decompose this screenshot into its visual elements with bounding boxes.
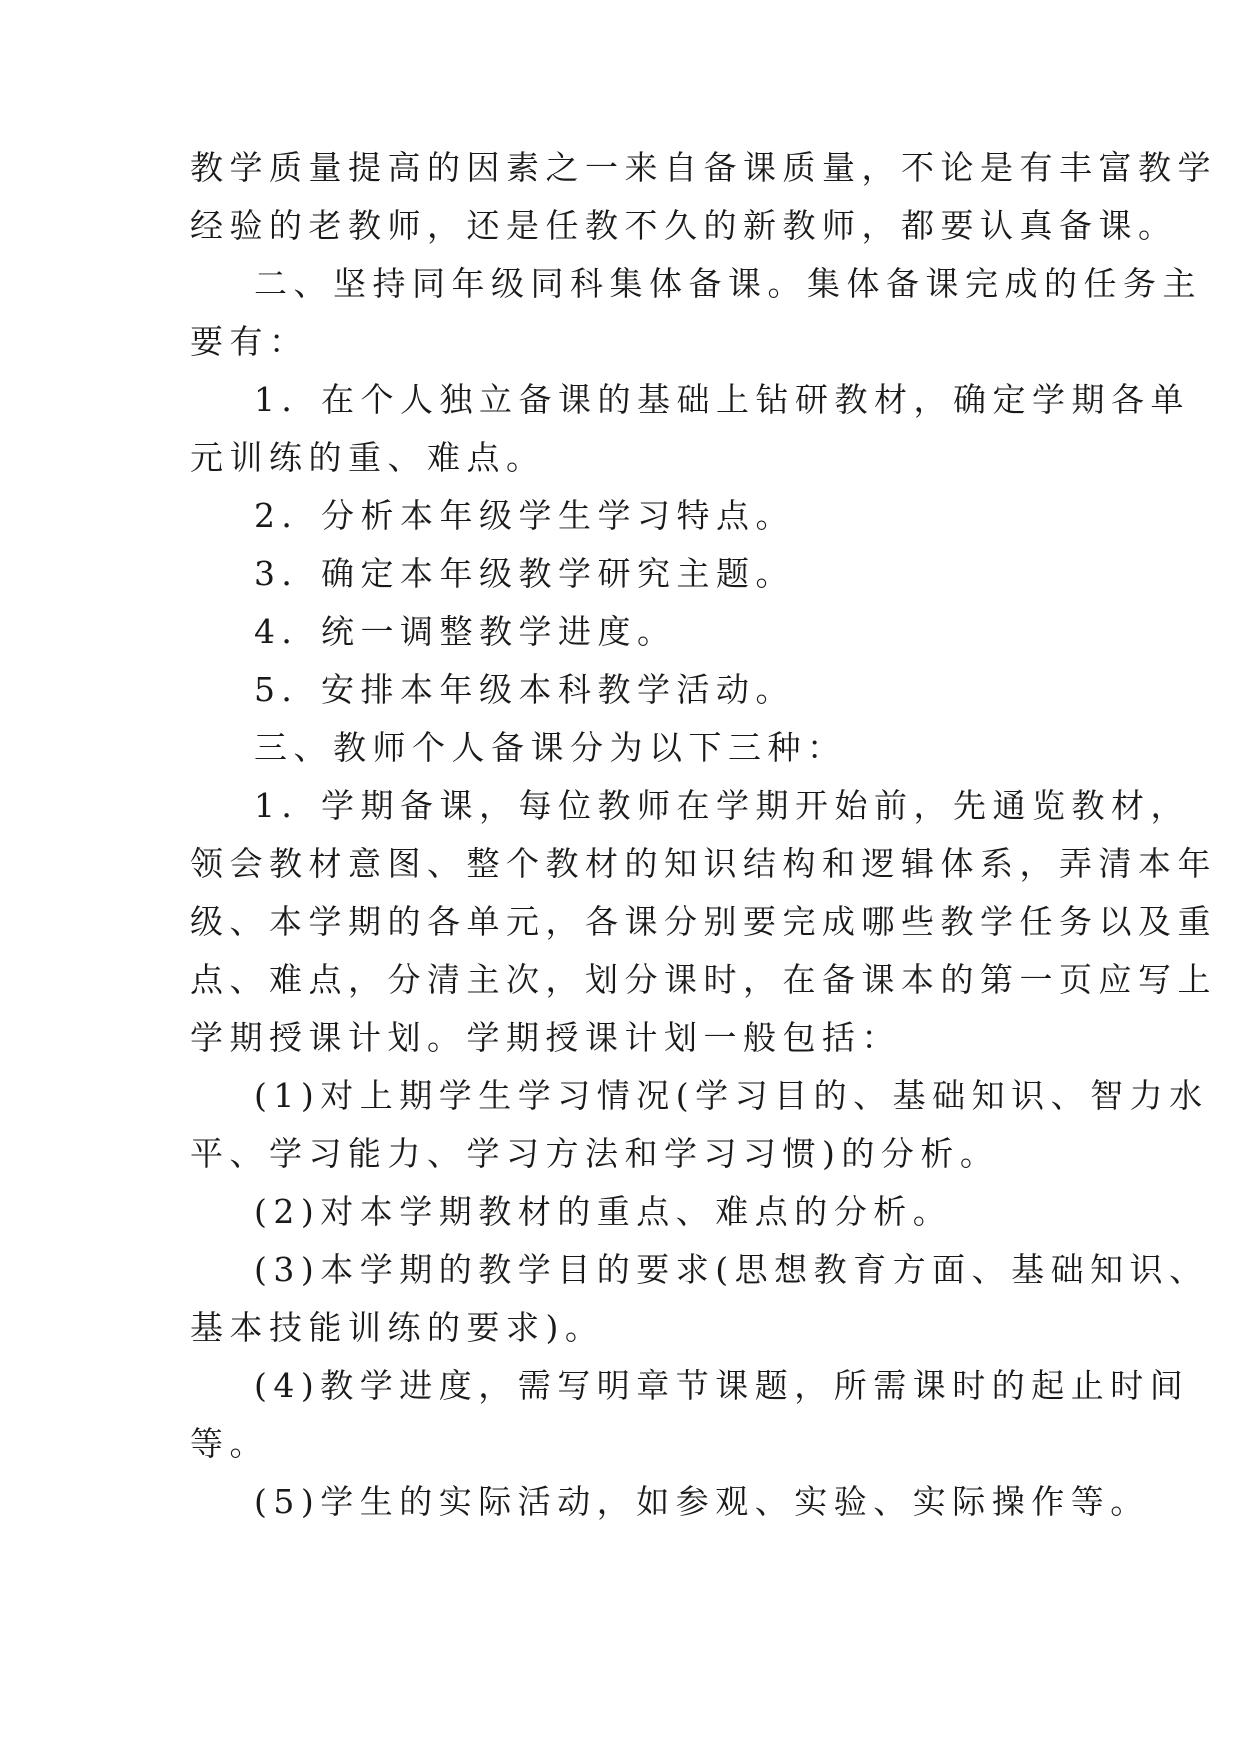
text-line-18: 平、学习能力、学习方法和学习习惯)的分析。 <box>190 1134 1000 1173</box>
text-line-13: 领会教材意图、整个教材的知识结构和逻辑体系，弄清本年 <box>190 844 1217 883</box>
text-line-23: 等。 <box>190 1424 269 1463</box>
sub-item-2: (2)对本学期教材的重点、难点的分析。 <box>254 1192 953 1231</box>
text-line-14: 级、本学期的各单元，各课分别要完成哪些教学任务以及重 <box>190 902 1217 941</box>
sub-item-3: (3)本学期的教学目的要求(思想教育方面、基础知识、 <box>254 1250 1209 1289</box>
section-heading-2: 二、坚持同年级同科集体备课。集体备课完成的任务主 <box>254 264 1202 303</box>
list-item-4: 4．统一调整教学进度。 <box>254 612 677 651</box>
text-line-15: 点、难点，分清主次，划分课时，在备课本的第一页应写上 <box>190 960 1217 999</box>
text-line-21: 基本技能训练的要求)。 <box>190 1308 605 1347</box>
list-item-2: 2．分析本年级学生学习特点。 <box>254 496 795 535</box>
list-item-5: 5．安排本年级本科教学活动。 <box>254 670 795 709</box>
sub-item-5: (5)学生的实际活动，如参观、实验、实际操作等。 <box>254 1482 1150 1521</box>
text-line-16: 学期授课计划。学期授课计划一般包括： <box>190 1018 901 1057</box>
text-line-1: 教学质量提高的因素之一来自备课质量，不论是有丰富教学 <box>190 148 1217 187</box>
text-line-6: 元训练的重、难点。 <box>190 438 546 477</box>
sub-item-4: (4)教学进度，需写明章节课题，所需课时的起止时间 <box>254 1366 1190 1405</box>
sub-item-1: (1)对上期学生学习情况(学习目的、基础知识、智力水 <box>254 1076 1209 1115</box>
section-heading-3: 三、教师个人备课分为以下三种： <box>254 728 847 767</box>
text-line-2: 经验的老教师，还是任教不久的新教师，都要认真备课。 <box>190 206 1178 245</box>
list-item-semester: 1．学期备课，每位教师在学期开始前，先通览教材， <box>254 786 1190 825</box>
text-line-4: 要有： <box>190 322 309 361</box>
list-item-3: 3．确定本年级教学研究主题。 <box>254 554 795 593</box>
list-item-1: 1．在个人独立备课的基础上钻研教材，确定学期各单 <box>254 380 1190 419</box>
